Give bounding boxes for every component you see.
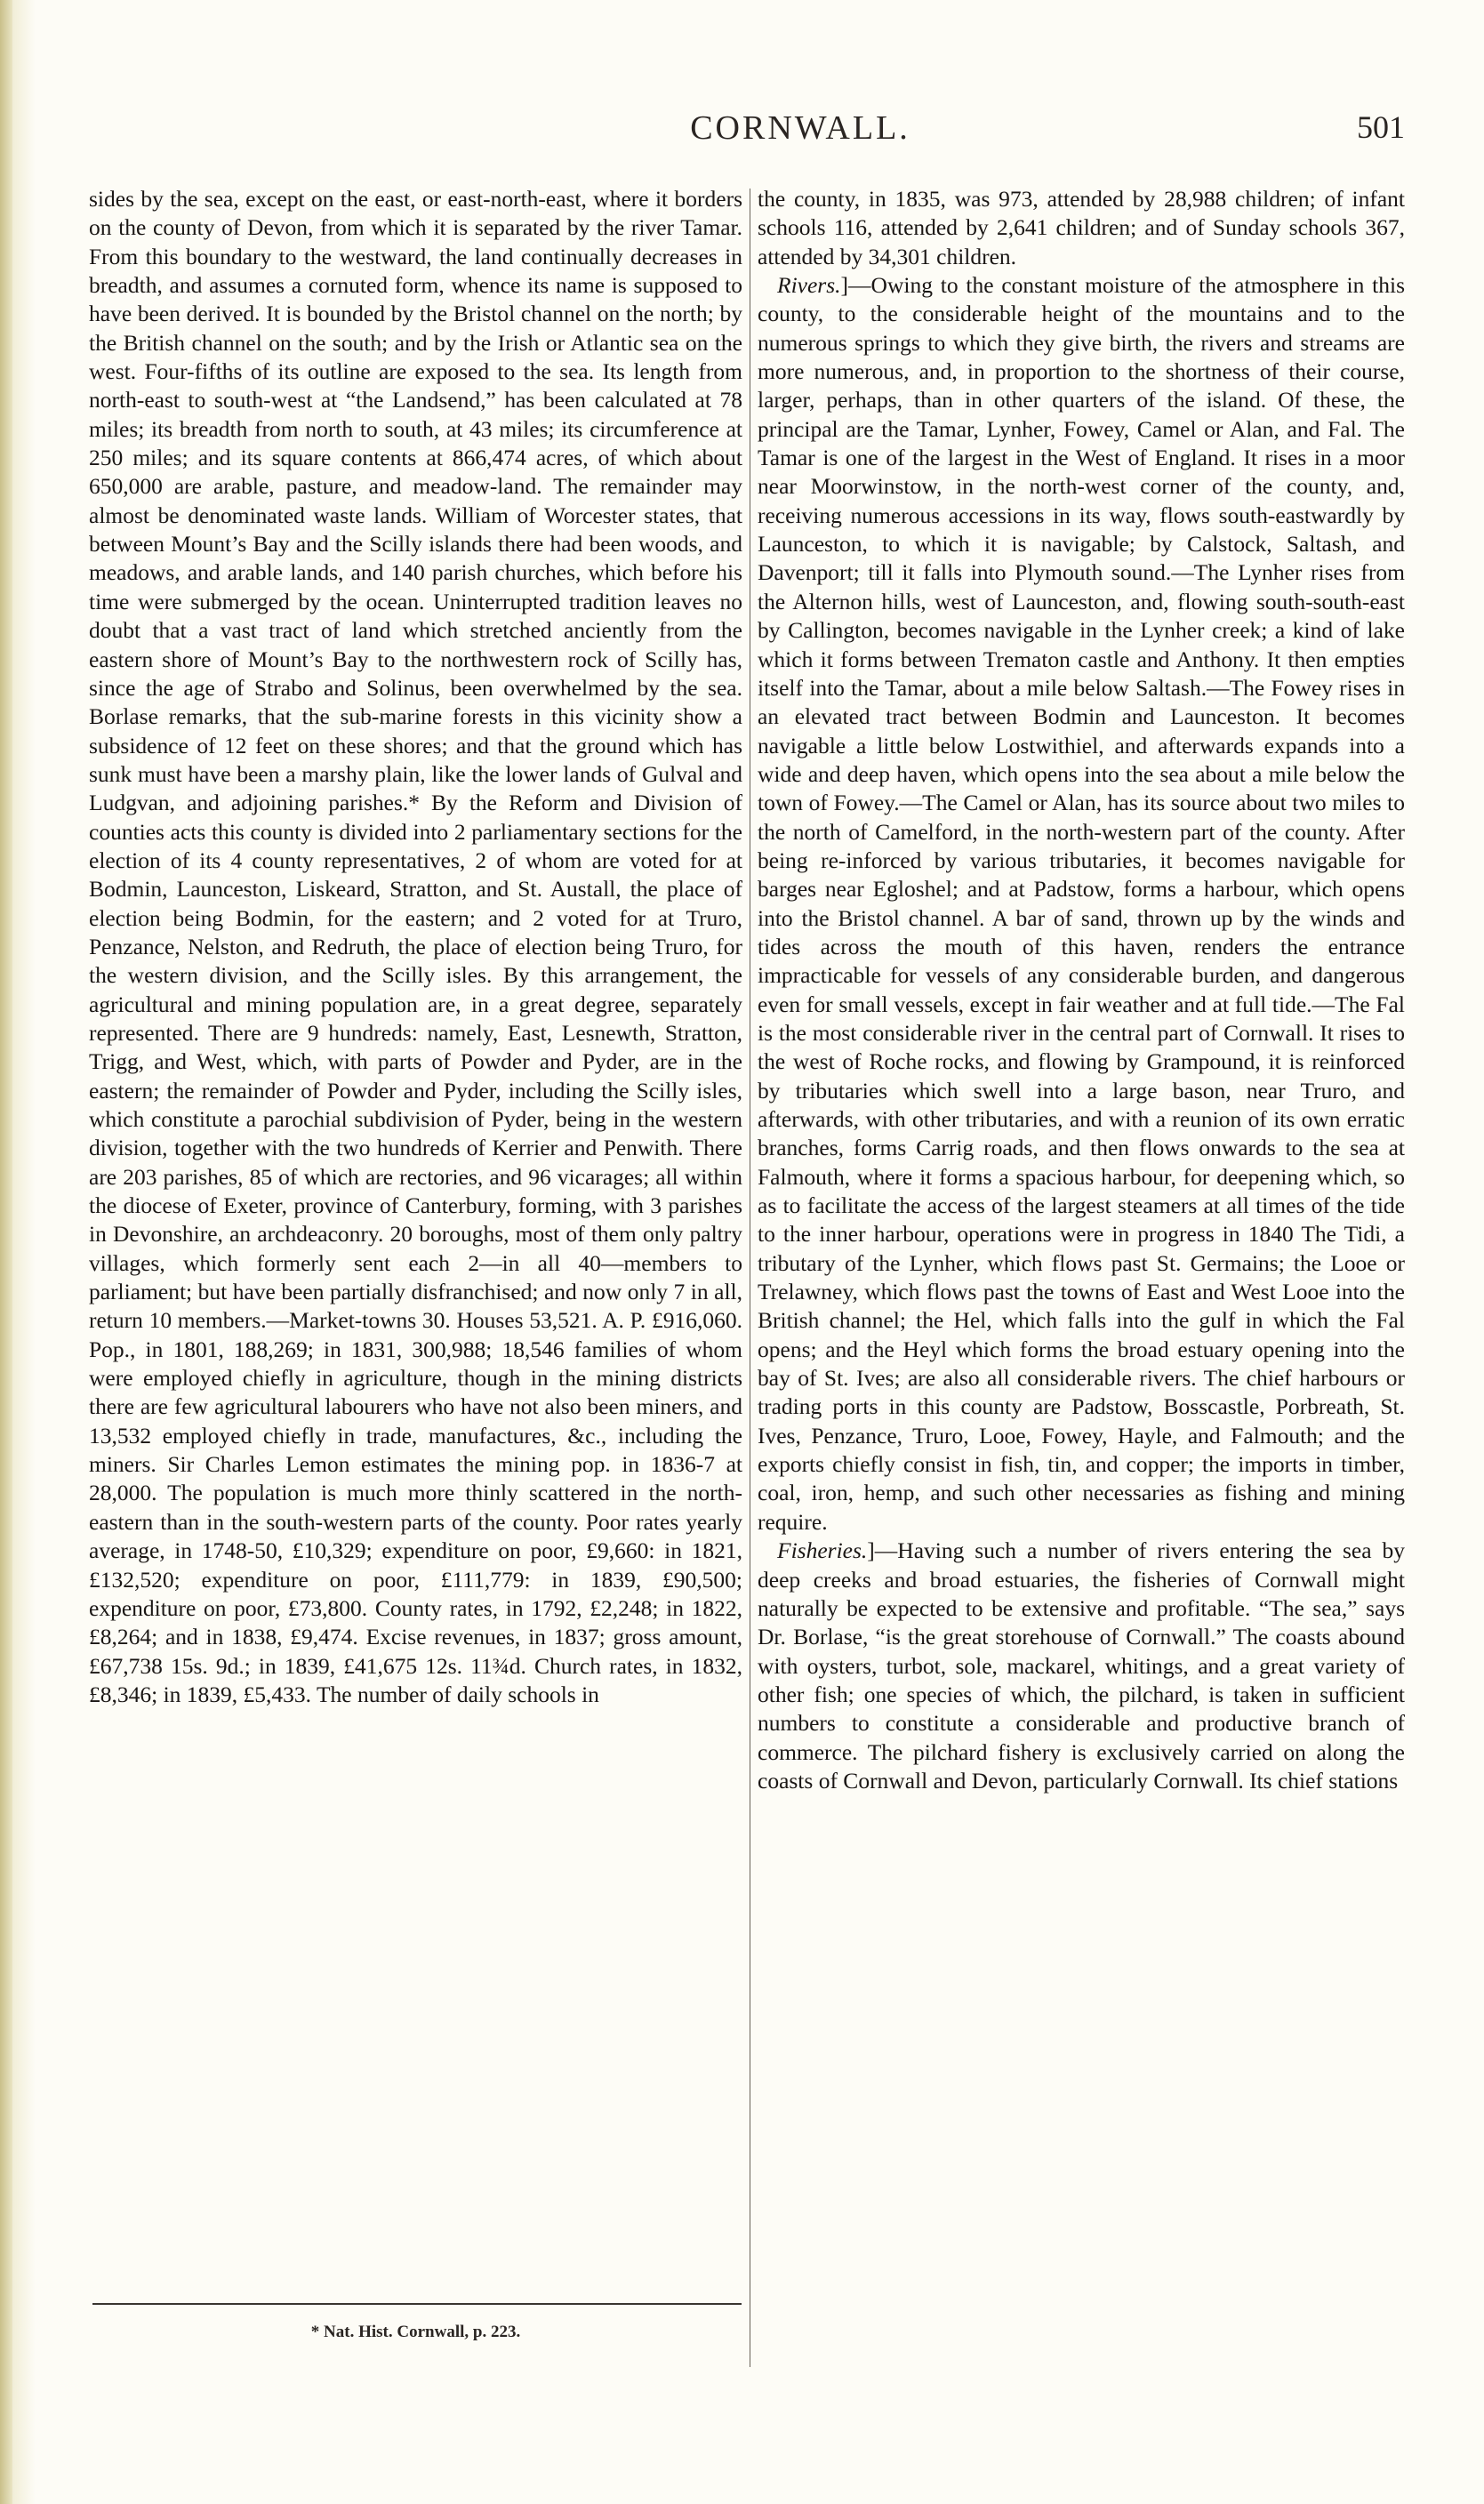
fisheries-section bbox=[758, 1537, 1405, 1795]
right-column bbox=[758, 185, 1405, 1795]
left-column bbox=[89, 185, 742, 1709]
page-gutter-shadow bbox=[0, 0, 12, 2504]
fisheries-text: ]—Having such a number of rivers entering the sea by deep creeks and broad estuaries, the fisheries of Cornwall might naturally be expected to be extensive and profitable. “The sea,” says Dr. Borlase, “is the great storehouse of Cornwall.” The coasts abound with oysters, turbot, sole, mackarel, whitings, and a great variety of other fish; one species of which, the pilchard, is taken in sufficient numbers to constitute a considerable and productive branch of commerce. The pilchard fishery is exclusively carried on along the coasts of Cornwall and Devon, particularly Cornwall. Its chief stations bbox=[758, 1537, 1405, 1794]
running-header bbox=[89, 108, 1405, 162]
right-column-continuation: the county, in 1835, was 973, attended by 28,988 children; of infant schools 116, attended by 2,641 children; and of Sunday schools 367, attended by 34,301 children. bbox=[758, 186, 1405, 269]
rivers-heading: Rivers. bbox=[777, 272, 841, 299]
rivers-text: ]—Owing to the constant moisture of the atmosphere in this county, to the considerable height of the mountains and to the numerous springs to which they give birth, the rivers and streams are more numerous, and, in proportion to the shortness of their course, larger, perhaps, than in other quarters of the island. Of these, the principal are the Tamar, Lynher, Fowey, Camel or Alan, and Fal. The Tamar is one of the largest in the West of England. It rises in a moor near Moorwinstow, in the north-west corner of the county, and, receiving numerous accessions in its way, flows south-eastwardly by Launceston, to which it is navigable; by Calstock, Saltash, and Davenport; till it falls into Plymouth sound.—The Lynher rises from the Alternon hills, west of Launceston, and, flowing south-south-east by Callington, becomes navigable in the Lynher creek; a kind of lake which it forms between Trematon castle and Anthony. It then empties itself into the Tamar, about a mile below Saltash.—The Fowey rises in an elevated tract between Bodmin and Launceston. It becomes navigable a little below Lostwithiel, and afterwards expands into a wide and deep haven, which opens into the sea about a mile below the town of Fowey.—The Camel or Alan, has its source about two miles to the north of Camelford, in the north-western part of the county. After being re-inforced by various tributaries, it becomes navigable for barges near Egloshel; and at Padstow, forms a harbour, which opens into the Bristol channel. A bar of sand, thrown up by the winds and tides across the mouth of this haven, renders the entrance impracticable for vessels of any considerable burden, and dangerous even for small vessels, except in fair weather and at full tide.—The Fal is the most considerable river in the central part of Cornwall. It rises to the west of Roche rocks, and flowing by Grampound, it is reinforced by tributaries which swell into a large bason, near Truro, and afterwards, with other tributaries, and with a reunion of its own erratic branches, forms Carrig roads, and then flows onwards to the sea at Falmouth, where it forms a spacious harbour, for deepening which, so as to facilitate the access of the largest steamers at all times of the tide to the inner harbour, operations were in progress in 1840 The Tidi, a tributary of the Lynher, which flows past St. Germains; the Looe or Trelawney, which flows past the towns of East and West Looe into the British channel; the Hel, which falls into the gulf in which the Fal opens; and the Heyl which forms the broad estuary opening into the bay of St. Ives; are also all considerable rivers. The chief harbours or trading ports in this county are Padstow, Bosscastle, Porbreath, St. Ives, Penzance, Truro, Looe, Fowey, Hayle, and Falmouth; and the exports chiefly consist in fish, tin, and copper; the imports in timber, coal, iron, hemp, and such other necessaries as fishing and mining require. bbox=[758, 272, 1405, 1535]
fisheries-heading: Fisheries. bbox=[777, 1537, 868, 1564]
page-number: 501 bbox=[1357, 109, 1405, 145]
footnote: * Nat. Hist. Cornwall, p. 223. bbox=[310, 2323, 521, 2341]
left-column-paragraph: sides by the sea, except on the east, or east-north-east, where it borders on the county of Devon, from which it is separated by the river Tamar. From this boundary to the westward, the land continually decreases in breadth, and assumes a cornuted form, whence its name is supposed to have been derived. It is bounded by the Bristol channel on the north; by the British channel on the south; and by the Irish or Atlantic sea on the west. Four-fifths of its outline are exposed to the sea. Its length from north-east to south-west at “the Landsend,” has been calculated at 78 miles; its breadth from north to south, at 43 miles; its circumference at 250 miles; and its square contents at 866,474 acres, of which about 650,000 are arable, pasture, and meadow-land. The remainder may almost be denominated waste lands. William of Worcester states, that between Mount’s Bay and the Scilly islands there had been woods, and meadows, and arable lands, and 140 parish churches, which before his time were submerged by the ocean. Uninterrupted tradition leaves no doubt that a vast tract of land which stretched anciently from the eastern shore of Mount’s Bay to the northwestern rock of Scilly has, since the age of Strabo and Solinus, been overwhelmed by the sea. Borlase remarks, that the sub-marine forests in this vicinity show a subsidence of 12 feet on these shores; and that the ground which has sunk must have been a marshy plain, like the lower lands of Gulval and Ludgvan, and adjoining parishes.* By the Reform and Division of counties acts this county is divided into 2 parliamentary sections for the election of its 4 county representatives, 2 of whom are voted for at Bodmin, Launceston, Liskeard, Stratton, and St. Austall, the place of election being Bodmin, for the eastern; and 2 voted for at Truro, Penzance, Nelston, and Redruth, the place of election being Truro, for the western division, and the Scilly isles. By this arrangement, the agricultural and mining population are, in a great degree, separately represented. There are 9 hundreds: namely, East, Lesnewth, Stratton, Trigg, and West, which, with parts of Powder and Pyder, are in the eastern; the remainder of Powder and Pyder, including the Scilly isles, which constitute a parochial subdivision of Pyder, being in the western division, together with the two hundreds of Kerrier and Penwith. There are 203 parishes, 85 of which are rectories, and 96 vicarages; all within the diocese of Exeter, province of Canterbury, forming, with 3 parishes in Devonshire, an archdeaconry. 20 boroughs, most of them only paltry villages, which formerly sent each 2—in all 40—members to parliament; but have been partially disfranchised; and now only 7 in all, return 10 members.—Market-towns 30. Houses 53,521. A. P. £916,060. Pop., in 1801, 188,269; in 1831, 300,988; 18,546 families of whom were employed chiefly in agriculture, though in the mining districts there are few agricultural labourers who have not also been miners, and 13,532 employed chiefly in trade, manufactures, &c., including the miners. Sir Charles Lemon estimates the mining pop. in 1836-7 at 28,000. The population is much more thinly scattered in the north-eastern than in the south-western parts of the county. Poor rates yearly average, in 1748-50, £10,329; expenditure on poor, £9,660: in 1821, £132,520; expenditure on poor, £111,779: in 1839, £90,500; expenditure on poor, £73,800. County rates, in 1792, £2,248; in 1822, £8,264; and in 1838, £9,474. Excise revenues, in 1837; gross amount, £67,738 15s. 9d.; in 1839, £41,675 12s. 11¾d. Church rates, in 1832, £8,346; in 1839, £5,433. The number of daily schools in bbox=[89, 186, 742, 1707]
footnote-rule bbox=[92, 2303, 742, 2305]
running-title: CORNWALL. bbox=[690, 109, 910, 147]
rivers-section bbox=[758, 271, 1405, 1537]
